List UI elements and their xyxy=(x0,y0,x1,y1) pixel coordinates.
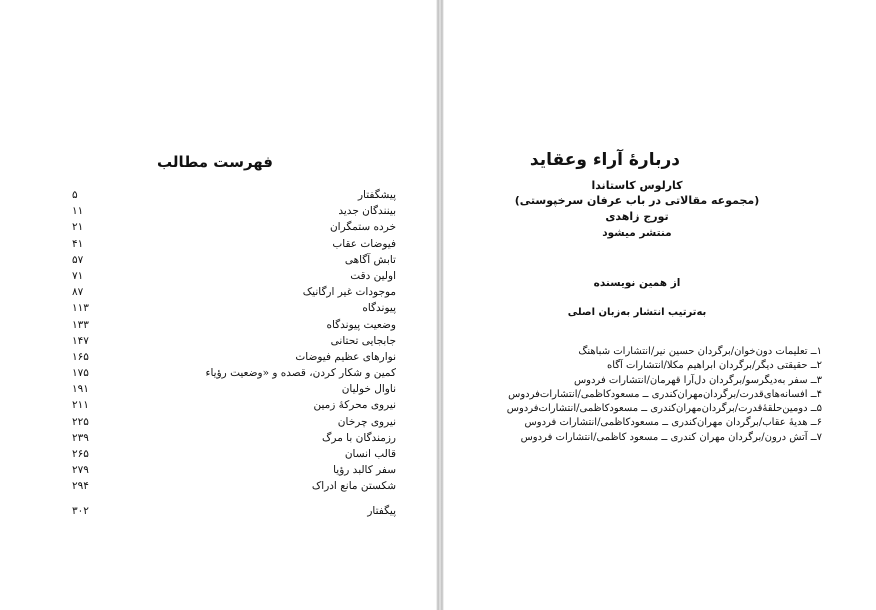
book-list-item: ۲ــ حقیقتی دیگر/برگردان ابراهیم مکلا/انتشارات آگاه xyxy=(606,360,822,372)
toc-entry xyxy=(70,397,396,413)
book-list-item: ۱ــ تعلیمات دون‌خوان/برگردان حسین نیر/انتشارات شباهنگ xyxy=(578,346,822,357)
toc-entry-title: قالب انسان xyxy=(344,448,396,460)
translator-name: تورج زاهدی xyxy=(605,210,669,223)
toc-entry xyxy=(70,219,396,235)
toc-page-number: ۲۷۹ xyxy=(72,464,89,477)
toc-entry xyxy=(70,381,396,397)
toc-entry-title: جابجایی تحتانی xyxy=(330,334,396,347)
title-page xyxy=(442,0,876,610)
toc-page-number: ۴۱ xyxy=(72,237,84,250)
toc-entry-title: کمین و شکار کردن، قصده و «وضعیت رؤیاء xyxy=(205,367,396,380)
toc-page-number: ۸۷ xyxy=(72,286,84,299)
book-list-item: ۵ــ دومین‌حلقهٔ‌قدرت/برگردان‌مهران‌کندری ــ مسعودکاظمی/انتشارات‌فردوس xyxy=(506,403,822,415)
toc-page-number: ۷۱ xyxy=(72,269,84,282)
book-subtitle: (مجموعه مقالاتی در باب عرفان سرخپوستی) xyxy=(514,194,760,207)
toc-entry-title: نیروی چرخان xyxy=(337,415,396,428)
toc-entry-title: نوارهای عظیم فیوضات xyxy=(295,350,396,363)
toc-entry-title: پیوندگاه xyxy=(362,302,396,315)
toc-entry-title: فیوضات عقاب xyxy=(332,237,396,250)
toc-page-number: ۱۱۳ xyxy=(72,302,89,315)
toc-entry xyxy=(70,284,396,300)
toc-entry xyxy=(70,187,396,203)
toc-entry xyxy=(70,300,396,316)
toc-entry-title: شکستن مانع ادراک xyxy=(311,480,396,493)
toc-entry xyxy=(70,414,396,430)
publication-note: منتشر میشود xyxy=(602,227,672,239)
toc-entry xyxy=(70,268,396,284)
toc-entry-title: رزمندگان با مرگ xyxy=(322,431,396,444)
toc-page-number: ۱۱ xyxy=(72,205,84,218)
toc-entry-title: پیشگفتار xyxy=(357,189,396,201)
toc-entry-title: خرده ستمگران xyxy=(329,221,396,234)
toc-page-number: ۵ xyxy=(72,189,78,201)
order-note: به‌ترتیب انتشار به‌زبان اصلی xyxy=(567,307,707,318)
toc-entry xyxy=(70,236,396,252)
toc-page-number: ۱۷۵ xyxy=(72,367,89,380)
book-list-item: ۶ــ هدیهٔ عقاب/برگردان مهران‌کندری ــ مسعودکاظمی/انتشارات فردوس xyxy=(524,417,822,429)
toc-entry xyxy=(70,430,396,446)
book-title: دربارهٔ آراء وعقاید xyxy=(529,150,680,170)
toc-entry-title: اولین دقت xyxy=(350,269,396,282)
toc-entry-title: تابش آگاهی xyxy=(344,253,396,266)
toc-page-number: ۲۳۹ xyxy=(72,431,89,444)
toc-page-number: ۲۹۴ xyxy=(72,480,89,493)
toc-entry-title: پیگفتار xyxy=(367,505,396,517)
toc-list xyxy=(70,187,396,495)
toc-page-number: ۱۴۷ xyxy=(72,334,89,347)
toc-entry xyxy=(70,462,396,478)
toc-heading: فهرست مطالب xyxy=(157,153,273,171)
toc-entry-title: ناوال خولیان xyxy=(341,383,396,396)
other-books-list xyxy=(506,345,822,445)
toc-entry-title: سفر کالبد رؤیا xyxy=(333,464,396,477)
book-list-item: ۴ــ افسانه‌های‌قدرت/برگردان‌مهران‌کندری ــ مسعودکاظمی/انتشارات‌فردوس xyxy=(508,388,822,400)
same-author-heading: از همین نویسنده xyxy=(593,277,681,289)
book-list-item: ۷ــ آتش درون/برگردان مهران کندری ــ مسعود کاظمی/انتشارات فردوس xyxy=(520,431,822,443)
toc-entry xyxy=(70,349,396,365)
toc-page-number: ۲۶۵ xyxy=(72,448,89,460)
toc-entry-title: موجودات غیر ارگانیک xyxy=(302,286,396,299)
toc-page-number: ۲۲۵ xyxy=(72,415,89,428)
toc-entry-title: نیروی محرکهٔ زمین xyxy=(313,399,396,412)
toc-entry xyxy=(70,333,396,349)
toc-page-number: ۲۱ xyxy=(72,221,84,234)
toc-page-number: ۳۰۲ xyxy=(72,505,89,517)
toc-epilogue-row xyxy=(70,503,396,521)
toc-entry-title: بینندگان جدید xyxy=(338,205,396,218)
toc-page-number: ۵۷ xyxy=(72,253,84,266)
toc-page-number: ۱۶۵ xyxy=(72,350,89,363)
toc-page-number: ۲۱۱ xyxy=(72,399,89,412)
author-name: کارلوس کاستاندا xyxy=(591,179,683,192)
toc-page-number: ۱۳۳ xyxy=(72,318,89,331)
toc-entry xyxy=(70,317,396,333)
toc-entry xyxy=(70,365,396,381)
toc-entry-title: وضعیت پیوندگاه xyxy=(326,318,396,331)
toc-entry xyxy=(70,252,396,268)
toc-entry xyxy=(70,446,396,462)
toc-entry xyxy=(70,203,396,219)
book-list-item: ۳ــ سفر به‌دیگرسو/برگردان دل‌آرا قهرمان/انتشارات فردوس xyxy=(573,374,822,386)
toc-page-number: ۱۹۱ xyxy=(72,383,89,396)
toc-entry xyxy=(70,478,396,494)
